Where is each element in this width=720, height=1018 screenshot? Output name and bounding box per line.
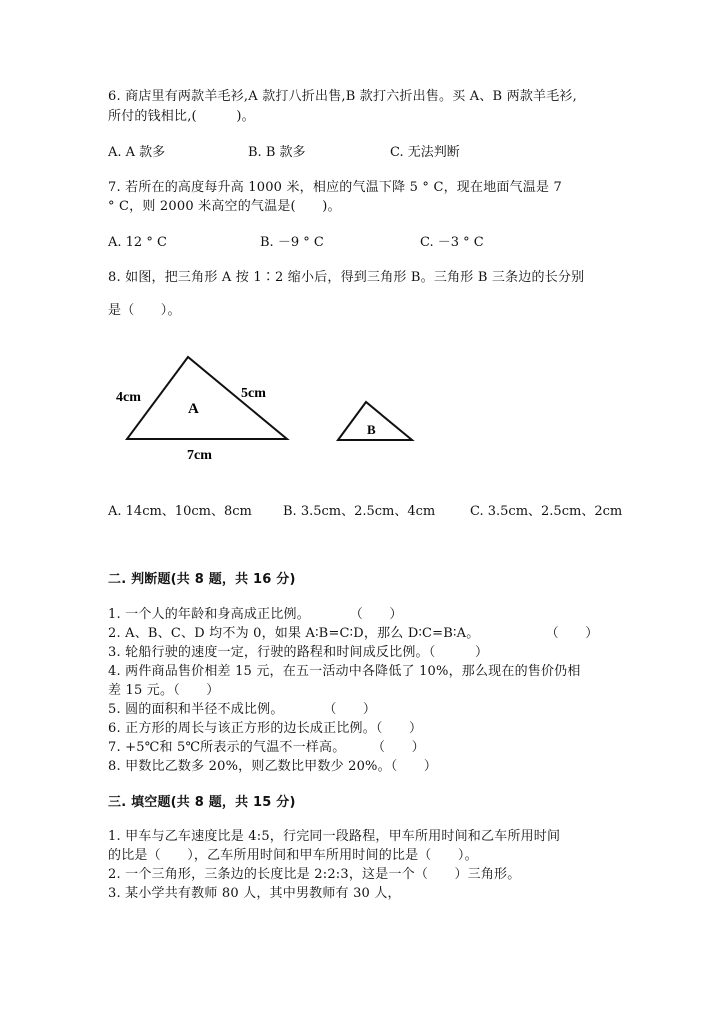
q7-option-c: C. －3 ° C [420,235,484,250]
q6-option-c: C. 无法判断 [390,145,460,160]
section2-item-1: 1. 一个人的年龄和身高成正比例。 （ ） [108,607,403,622]
section2-item-7: 7. +5℃和 5℃所表示的气温不一样高。 （ ） [108,740,425,755]
q7-stem-line1: 7. 若所在的高度每升高 1000 米，相应的气温下降 5 ° C，现在地面气温是 7 [108,180,563,195]
q8-option-b: B. 3.5cm、2.5cm、4cm [283,504,436,519]
section2-item-5: 5. 圆的面积和半径不成比例。 （ ） [108,702,377,717]
triangle-b-label: B [367,422,376,437]
q7-stem-line2: ° C，则 2000 米高空的气温是( )。 [108,199,341,214]
section3-item-1-line1: 1. 甲车与乙车速度比是 4:5，行完同一段路程，甲车所用时间和乙车所用时间 [108,829,561,844]
section2-item-3: 3. 轮船行驶的速度一定，行驶的路程和时间成反比例。（ ） [108,645,489,660]
section2-item-2: 2. A、B、C、D 均不为 0，如果 A∶B=C∶D，那么 D∶C=B∶A。 （ ） [108,626,599,641]
section3-item-3: 3. 某小学共有教师 80 人，其中男教师有 30 人， [108,886,401,901]
section2-item-4-line1: 4. 两件商品售价相差 15 元，在五一活动中各降低了 10%，那么现在的售价仍相 [108,664,581,679]
section2-item-6: 6. 正方形的周长与该正方形的边长成正比例。（ ） [108,721,423,736]
side-left-label: 4cm [116,390,141,405]
section3-title: 三. 填空题(共 8 题，共 15 分) [108,795,296,810]
q6-option-a: A. A 款多 [108,145,166,160]
triangle-figure [100,345,430,470]
section2-item-4-line2: 差 15 元。（ ） [108,683,220,698]
q8-option-c: C. 3.5cm、2.5cm、2cm [470,504,623,519]
section2-title: 二. 判断题(共 8 题，共 16 分) [108,572,296,587]
triangle-a-label: A [188,401,199,417]
side-bottom-label: 7cm [187,448,212,463]
q6-stem-line1: 6. 商店里有两款羊毛衫,A 款打八折出售,B 款打六折出售。买 A、B 两款羊毛衫, [108,89,577,104]
q8-stem-line2: 是（ ）。 [108,303,181,318]
side-right-label: 5cm [241,386,266,401]
section3-item-2: 2. 一个三角形，三条边的长度比是 2:2:3，这是一个（ ）三角形。 [108,867,521,882]
q6-option-b: B. B 款多 [248,145,306,160]
q6-stem-line2: 所付的钱相比,( )。 [108,109,255,124]
q8-stem-line1: 8. 如图，把三角形 A 按 1∶2 缩小后，得到三角形 B。三角形 B 三条边的长分别 [108,270,585,285]
section2-item-8: 8. 甲数比乙数多 20%，则乙数比甲数少 20%。（ ） [108,759,438,774]
q8-option-a: A. 14cm、10cm、8cm [108,504,252,519]
q7-option-a: A. 12 ° C [108,235,167,250]
section3-item-1-line2: 的比是（ ），乙车所用时间和甲车所用时间的比是（ ）。 [108,848,478,863]
q7-option-b: B. －9 ° C [260,235,324,250]
